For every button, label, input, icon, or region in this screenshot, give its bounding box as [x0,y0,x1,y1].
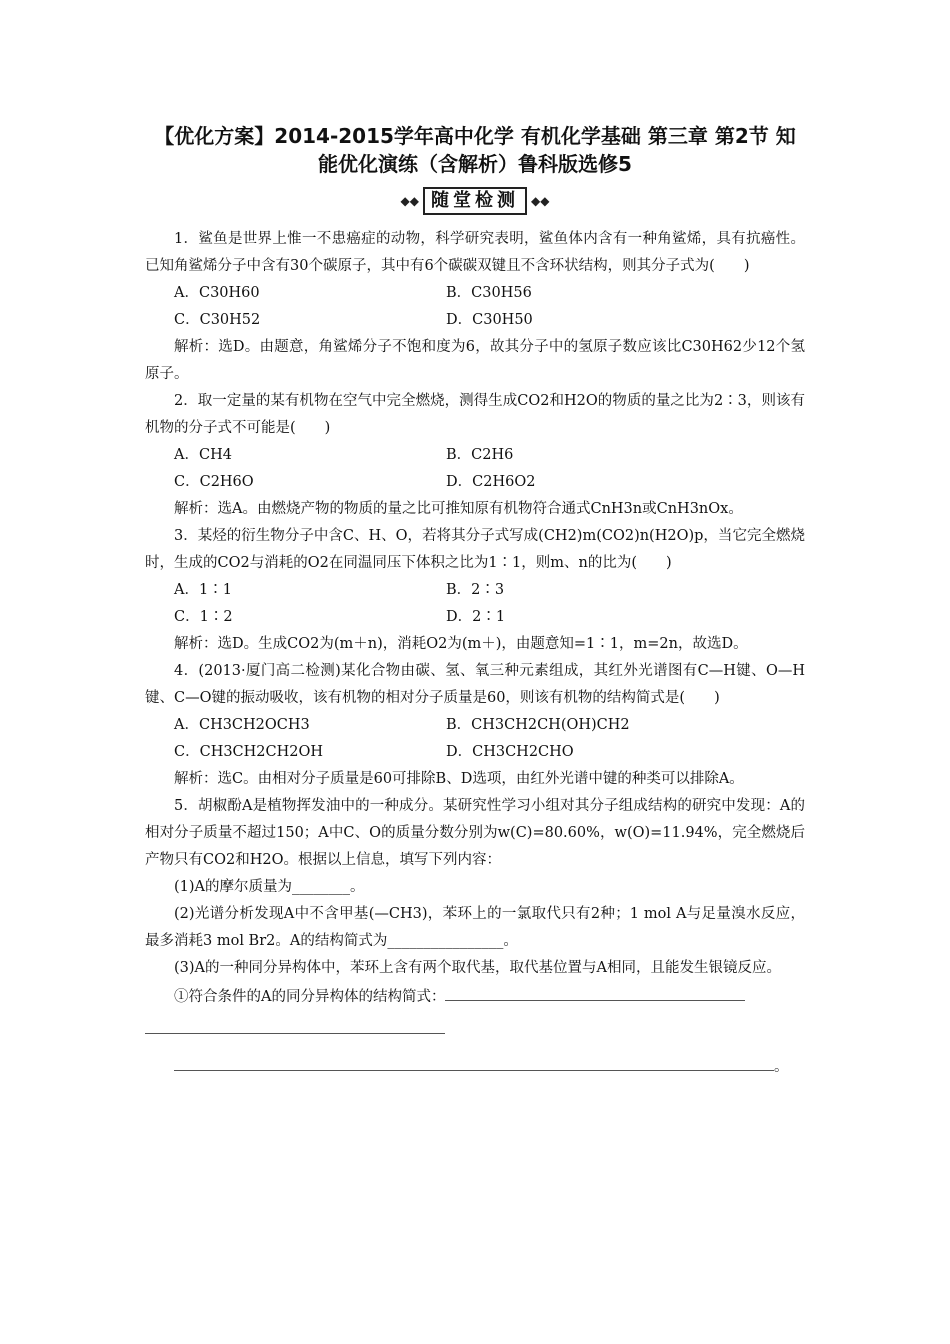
q3-option-c: C．1∶2 [174,609,233,625]
answer-blank[interactable] [174,1052,774,1071]
q2-stem: 2．取一定量的某有机物在空气中完全燃烧，测得生成CO2和H2O的物质的量之比为2∶3，则该有机物的分子式不可能是( ) [145,393,805,436]
diamond-icon: ◆◆ [400,194,419,208]
question-body [145,226,805,1081]
banner-label: 随堂检测 [423,187,527,215]
q4-option-d: D．CH3CH2CHO [446,744,574,760]
q2-option-b: B．C2H6 [446,447,514,463]
q2-option-c: C．C2H6O [174,474,254,490]
q3-options-ab [145,577,805,604]
answer-blank[interactable] [145,1015,445,1034]
q4-options-cd [145,739,805,766]
q3-option-b: B．2∶3 [446,582,505,598]
q5-end-mark: 。 [774,1059,789,1075]
q2-options-cd [145,469,805,496]
q5-sub3a-line [145,982,805,1011]
q2-option-d: D．C2H6O2 [446,474,536,490]
q5-blank-line-2 [145,1015,805,1044]
q5-sub1: (1)A的摩尔质量为________。 [174,879,365,895]
q3-analysis: 解析：选D。生成CO2为(m＋n)，消耗O2为(m＋)，由题意知=1∶1，m=2n，故选D。 [174,636,748,652]
q2-analysis: 解析：选A。由燃烧产物的物质的量之比可推知原有机物符合通式CnH3n或CnH3nOx。 [174,501,743,517]
q4-options-ab [145,712,805,739]
q1-option-a: A．C30H60 [174,285,260,301]
q5-blank-line-3 [145,1052,805,1081]
q4-option-c: C．CH3CH2CH2OH [174,744,324,760]
q1-options-ab [145,280,805,307]
q4-stem: 4．(2013·厦门高二检测)某化合物由碳、氢、氧三种元素组成，其红外光谱图有C—H键、O—H键、C—O键的振动吸收，该有机物的相对分子质量是60，则该有机物的结构简式是( ) [145,663,805,706]
q4-option-b: B．CH3CH2CH(OH)CH2 [446,717,630,733]
diamond-icon: ◆◆ [531,194,550,208]
q1-stem: 1．鲨鱼是世界上惟一不患癌症的动物，科学研究表明，鲨鱼体内含有一种角鲨烯，具有抗癌性。已知角鲨烯分子中含有30个碳原子，其中有6个碳碳双键且不含环状结构，则其分子式为( ) [145,231,805,274]
q4-analysis: 解析：选C。由相对分子质量是60可排除B、D选项，由红外光谱中键的种类可以排除A。 [174,771,744,787]
q3-options-cd [145,604,805,631]
q1-options-cd [145,307,805,334]
q3-option-a: A．1∶1 [174,582,232,598]
q1-option-d: D．C30H50 [446,312,533,328]
q1-option-b: B．C30H56 [446,285,532,301]
q3-option-d: D．2∶1 [446,609,506,625]
section-banner [380,186,570,216]
q1-analysis: 解析：选D。由题意，角鲨烯分子不饱和度为6，故其分子中的氢原子数应该比C30H62少12个氢原子。 [145,339,805,382]
q5-stem: 5．胡椒酚A是植物挥发油中的一种成分。某研究性学习小组对其分子组成结构的研究中发现：A的相对分子质量不超过150；A中C、O的质量分数分别为w(C)=80.60%，w(O)=11.94%，完全燃烧后产物只有CO2和H2O。根据以上信息，填写下列内容： [145,798,805,868]
q5-sub3: (3)A的一种同分异构体中，苯环上含有两个取代基，取代基位置与A相同，且能发生银镜反应。 [174,960,781,976]
q2-options-ab [145,442,805,469]
q5-sub2: (2)光谱分析发现A中不含甲基(—CH3)，苯环上的一氯取代只有2种；1 mol A与足量溴水反应，最多消耗3 mol Br2。A的结构简式为________________。 [145,906,805,949]
q4-option-a: A．CH3CH2OCH3 [174,717,310,733]
q2-option-a: A．CH4 [174,447,232,463]
answer-blank[interactable] [445,982,745,1001]
q3-stem: 3．某烃的衍生物分子中含C、H、O，若将其分子式写成(CH2)m(CO2)n(H2O)p，当它完全燃烧时，生成的CO2与消耗的O2在同温同压下体积之比为1∶1，则m、n的比为( ) [145,528,805,571]
document-title: 【优化方案】2014-2015学年高中化学 有机化学基础 第三章 第2节 知能优化演练（含解析）鲁科版选修5 [154,124,796,176]
q1-option-c: C．C30H52 [174,312,261,328]
q5-sub3a-label: ①符合条件的A的同分异构体的结构简式： [174,989,446,1005]
